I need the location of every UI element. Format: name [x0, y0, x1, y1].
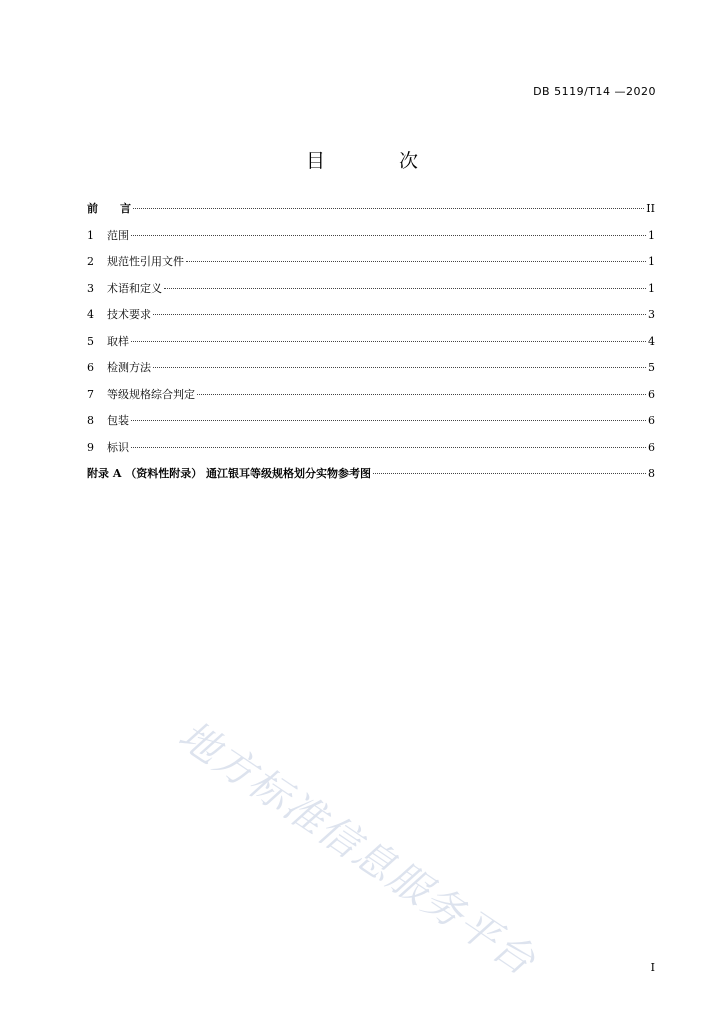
- page-number: I: [650, 961, 655, 974]
- toc-entry[interactable]: [87, 253, 655, 280]
- toc-leader-dots: [153, 314, 646, 315]
- toc-entry-page: 6: [648, 387, 655, 401]
- toc-leader-dots: [131, 447, 646, 448]
- standard-number: DB 5119/T14 —2020: [533, 85, 656, 98]
- watermark: 地方标准信息服务平台: [170, 712, 545, 986]
- toc-leader-dots: [197, 394, 646, 395]
- toc-entry[interactable]: [87, 465, 655, 492]
- toc-entry-number: 7: [87, 387, 94, 401]
- toc-entry-label: 术语和定义: [107, 281, 162, 295]
- toc-entry-page: 8: [648, 467, 655, 480]
- toc-entry-page: 1: [648, 228, 655, 242]
- toc-entry[interactable]: [87, 306, 655, 333]
- toc-leader-dots: [153, 367, 646, 368]
- table-of-contents: [87, 200, 655, 492]
- toc-entry-number: 4: [87, 308, 94, 321]
- toc-entry-page: II: [646, 202, 655, 215]
- toc-entry-label: 附录 A （资料性附录） 通江银耳等级规格划分实物参考图: [87, 467, 372, 480]
- toc-entry-page: 5: [648, 361, 655, 374]
- toc-entry-page: 3: [648, 308, 655, 321]
- toc-leader-dots: [131, 420, 646, 421]
- toc-leader-dots: [164, 288, 646, 289]
- toc-entry[interactable]: [87, 359, 655, 386]
- toc-leader-dots: [133, 208, 644, 209]
- toc-entry-page: 1: [648, 255, 655, 268]
- toc-entry-label: 包装: [107, 414, 129, 427]
- toc-leader-dots: [186, 261, 646, 262]
- toc-entry-label: 检测方法: [107, 361, 151, 374]
- toc-entry[interactable]: [87, 386, 655, 413]
- toc-entry-label: 技术要求: [107, 308, 151, 321]
- toc-entry-number: 1: [87, 228, 94, 242]
- toc-entry[interactable]: [87, 412, 655, 439]
- toc-entry-page: 6: [648, 440, 655, 454]
- toc-entry[interactable]: [87, 227, 655, 254]
- toc-entry-label: 规范性引用文件: [107, 255, 184, 268]
- toc-entry-page: 6: [648, 414, 655, 427]
- toc-entry-label: 前言: [87, 202, 153, 215]
- toc-entry-number: 8: [87, 414, 94, 427]
- toc-leader-dots: [373, 473, 646, 474]
- toc-entry-label: 范围: [107, 228, 129, 242]
- toc-entry-number: 9: [87, 440, 94, 454]
- toc-leader-dots: [131, 235, 646, 236]
- toc-entry[interactable]: [87, 200, 655, 227]
- toc-entry[interactable]: [87, 439, 655, 466]
- toc-entry-label: 取样: [107, 334, 129, 348]
- toc-entry-label: 等级规格综合判定: [107, 387, 195, 401]
- toc-entry-number: 3: [87, 281, 94, 295]
- page-title: 目 次: [305, 150, 453, 172]
- toc-entry-label: 标识: [107, 440, 129, 454]
- toc-entry-number: 2: [87, 255, 94, 268]
- toc-entry[interactable]: [87, 280, 655, 307]
- toc-entry-page: 1: [648, 281, 655, 295]
- toc-entry-page: 4: [648, 334, 655, 348]
- toc-entry-number: 5: [87, 334, 94, 348]
- toc-entry[interactable]: [87, 333, 655, 360]
- toc-entry-number: 6: [87, 361, 94, 374]
- toc-leader-dots: [131, 341, 646, 342]
